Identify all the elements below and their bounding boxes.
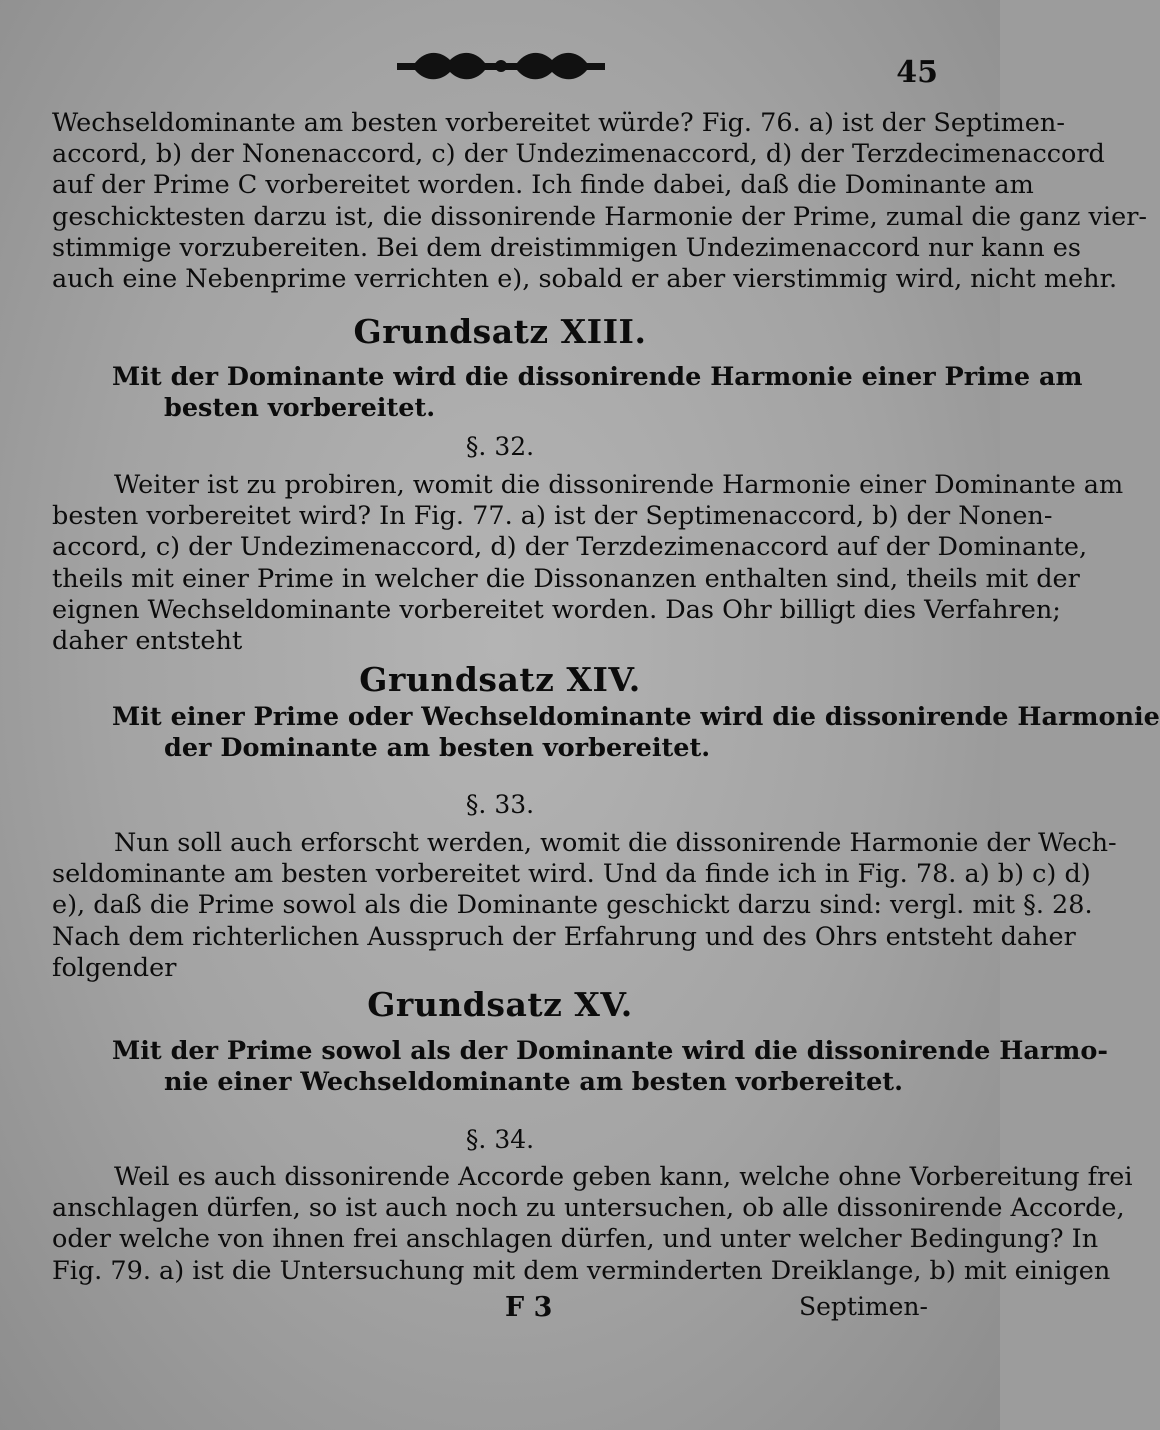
text-line: eignen Wechseldominante vorbereitet worden. Das Ohr billigt dies Verfahren; bbox=[52, 594, 1061, 625]
section-number-34: §. 34. bbox=[465, 1125, 535, 1154]
text-line: auch eine Nebenprime verrichten e), sobald er aber vierstimmig wird, nicht mehr. bbox=[52, 264, 1118, 295]
page-number: 45 bbox=[896, 55, 938, 90]
signature-mark: F 3 bbox=[505, 1292, 553, 1323]
text-line: besten vorbereitet wird? In Fig. 77. a) ist der Septimenaccord, b) der Nonen- bbox=[52, 501, 1053, 532]
text-line: seldominante am besten vorbereitet wird. Und da finde ich in Fig. 78. a) b) c) d) bbox=[52, 859, 1091, 890]
paragraph-2 bbox=[52, 470, 1124, 657]
text-line: Nach dem richterlichen Ausspruch der Erfahrung und des Ohrs entsteht daher bbox=[52, 921, 1076, 952]
catchword: Septimen- bbox=[798, 1292, 928, 1321]
principle-heading-13: Grundsatz XIII. bbox=[353, 312, 647, 351]
text-line: Nun soll auch erforscht werden, womit die dissonirende Harmonie der Wech- bbox=[114, 828, 1117, 858]
principle-line: nie einer Wechseldominante am besten vorbereitet. bbox=[164, 1067, 903, 1097]
principle-line: Mit der Dominante wird die dissonirende Harmonie einer Prime am bbox=[112, 362, 1083, 392]
text-line: daher entsteht bbox=[52, 626, 243, 657]
text-line: theils mit einer Prime in welcher die Dissonanzen enthalten sind, theils mit der bbox=[52, 563, 1080, 594]
text-line: geschicktesten darzu ist, die dissonirende Harmonie der Prime, zumal die ganz vier- bbox=[52, 201, 1148, 232]
principle-statement-15 bbox=[112, 1036, 1108, 1098]
section-number-32: §. 32. bbox=[465, 432, 535, 461]
text-line: folgender bbox=[52, 952, 177, 983]
principle-heading-14: Grundsatz XIV. bbox=[359, 660, 641, 699]
text-line: accord, c) der Undezimenaccord, d) der Terzdezimenaccord auf der Dominante, bbox=[52, 532, 1088, 563]
principle-line: Mit einer Prime oder Wechseldominante wird die dissonirende Harmonie bbox=[112, 702, 1160, 732]
text-line: Fig. 79. a) ist die Untersuchung mit dem verminderten Dreiklange, b) mit einigen bbox=[52, 1255, 1111, 1286]
text-line: accord, b) der Nonenaccord, c) der Undezimenaccord, d) der Terzdecimenaccord bbox=[52, 139, 1105, 170]
text-line: Wechseldominante am besten vorbereitet würde? Fig. 76. a) ist der Septimen- bbox=[52, 108, 1065, 138]
principle-line: Mit der Prime sowol als der Dominante wird die dissonirende Harmo- bbox=[112, 1036, 1108, 1066]
paragraph-3 bbox=[52, 828, 1117, 984]
text-line: Weiter ist zu probiren, womit die dissonirende Harmonie einer Dominante am bbox=[114, 470, 1124, 500]
text-line: auf der Prime C vorbereitet worden. Ich finde dabei, daß die Dominante am bbox=[52, 170, 1034, 201]
principle-heading-15: Grundsatz XV. bbox=[367, 985, 633, 1024]
text-line: oder welche von ihnen frei anschlagen dürfen, und unter welcher Bedingung? In bbox=[52, 1224, 1099, 1255]
header-ornament-icon bbox=[395, 48, 607, 84]
principle-statement-14 bbox=[112, 702, 1160, 764]
principle-line: besten vorbereitet. bbox=[164, 393, 436, 423]
text-line: anschlagen dürfen, so ist auch noch zu untersuchen, ob alle dissonirende Accorde, bbox=[52, 1193, 1125, 1224]
principle-statement-13 bbox=[112, 362, 1083, 424]
text-line: Weil es auch dissonirende Accorde geben kann, welche ohne Vorbereitung frei bbox=[114, 1162, 1133, 1192]
text-line: stimmige vorzubereiten. Bei dem dreistimmigen Undezimenaccord nur kann es bbox=[52, 232, 1081, 263]
paragraph-1 bbox=[52, 108, 1148, 295]
paragraph-4 bbox=[52, 1162, 1133, 1287]
text-line: e), daß die Prime sowol als die Dominante geschickt darzu sind: vergl. mit §. 28. bbox=[52, 890, 1093, 921]
section-number-33: §. 33. bbox=[465, 790, 535, 819]
principle-line: der Dominante am besten vorbereitet. bbox=[164, 733, 711, 763]
